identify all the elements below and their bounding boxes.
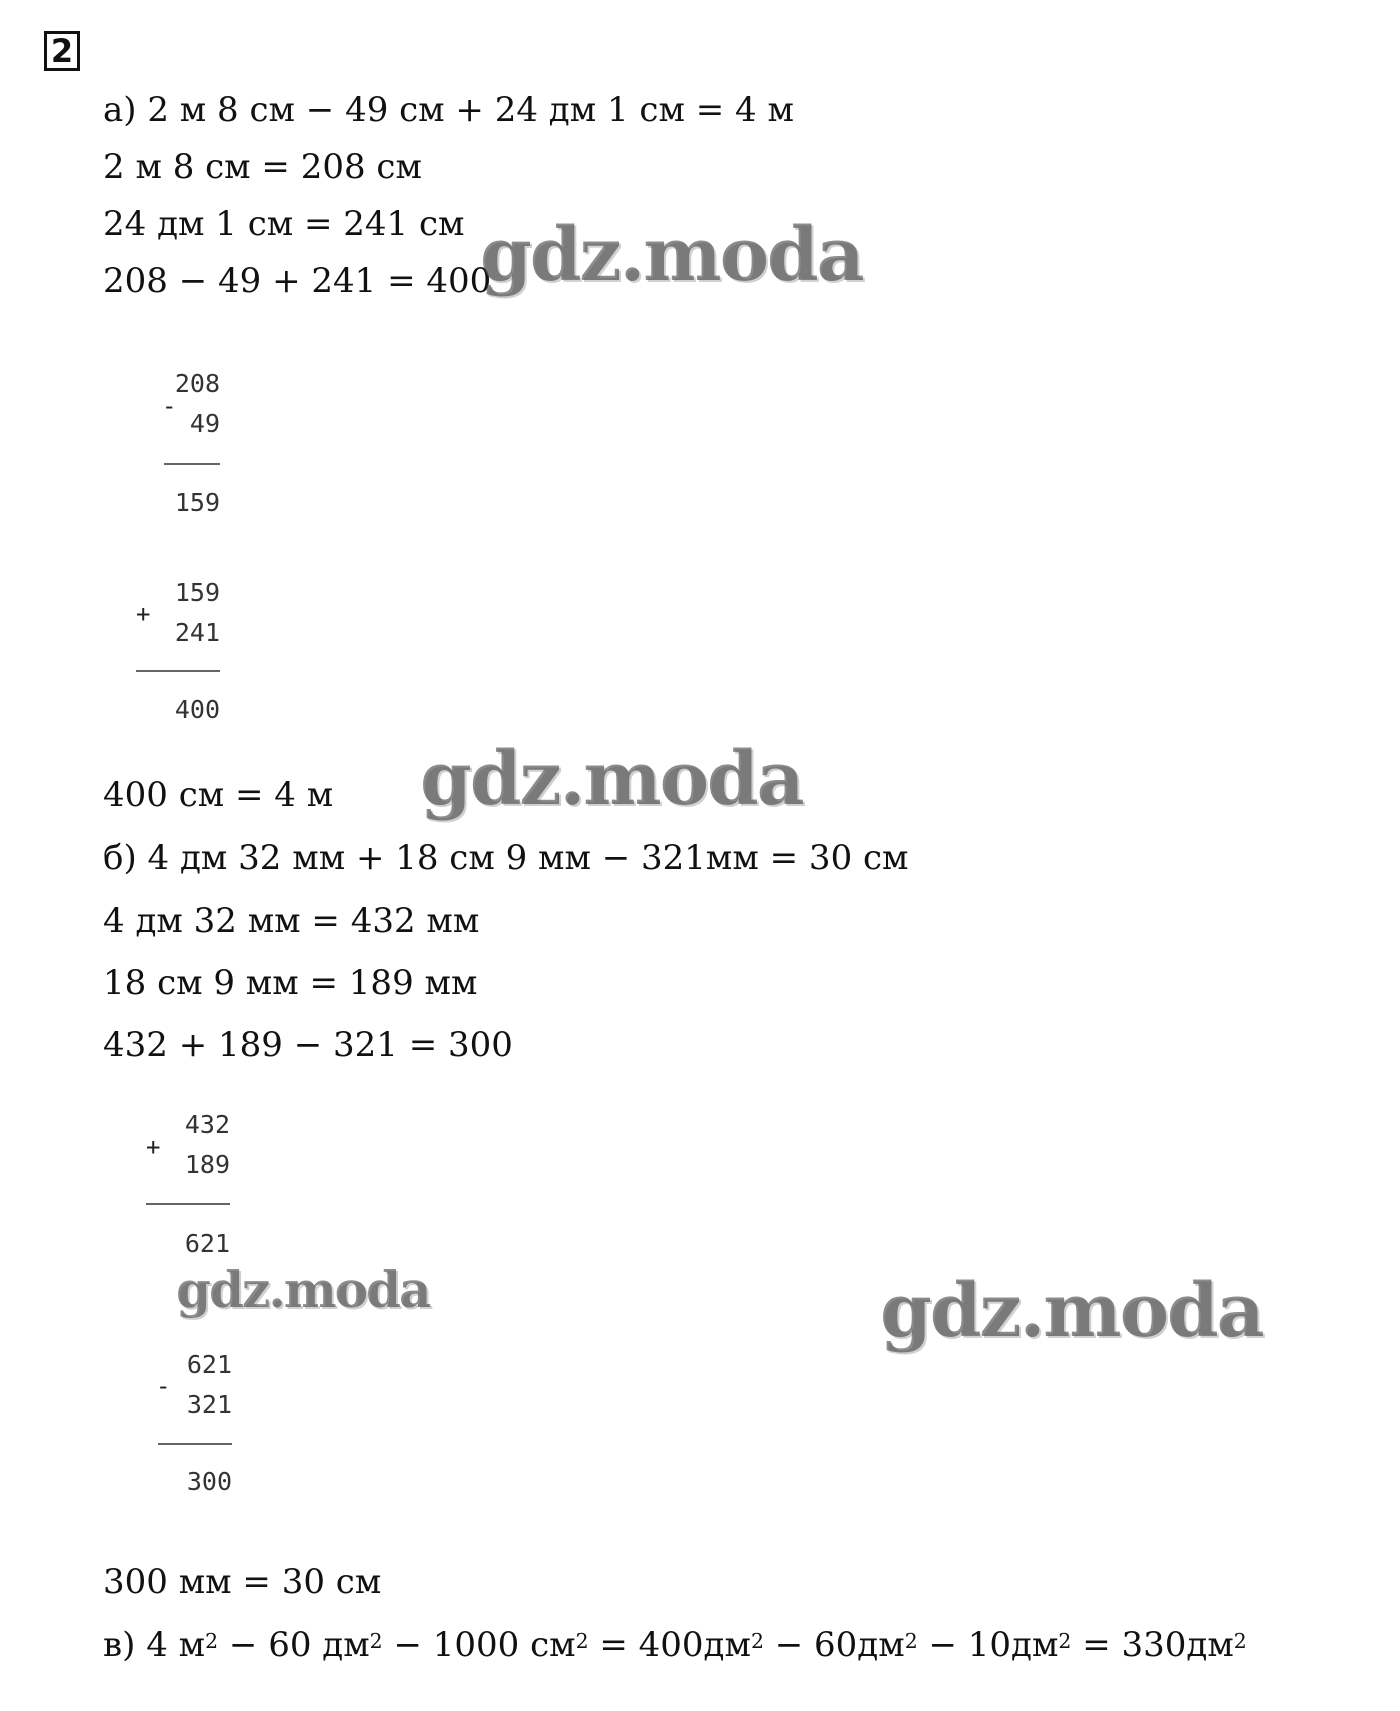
minus-sign: - xyxy=(162,392,177,420)
watermark-logo: gdz.moda xyxy=(480,212,863,298)
operand-top: 621 xyxy=(186,1350,232,1379)
operand-bottom: 321 xyxy=(186,1390,232,1419)
part-v-term: − 60дм xyxy=(763,1625,905,1665)
operand-bottom: 189 xyxy=(184,1150,230,1179)
plus-sign: + xyxy=(146,1133,161,1161)
part-a-conclusion: 400 см = 4 м xyxy=(103,775,334,815)
watermark-logo: gdz.moda xyxy=(176,1260,430,1319)
part-v-prefix: в) 4 м xyxy=(103,1625,206,1665)
part-v-term: = 400дм xyxy=(588,1625,751,1665)
column-result: 159 xyxy=(174,488,220,517)
part-b-equation: б) 4 дм 32 мм + 18 см 9 мм − 321мм = 30 см xyxy=(103,838,909,878)
exponent: 2 xyxy=(750,1629,764,1653)
column-bar xyxy=(136,670,220,672)
operand-bottom: 241 xyxy=(174,618,220,647)
part-b-expression: 432 + 189 − 321 = 300 xyxy=(103,1025,513,1065)
part-a-conversion-1: 2 м 8 см = 208 см xyxy=(103,147,422,187)
exponent: 2 xyxy=(1233,1629,1247,1653)
watermark-logo: gdz.moda xyxy=(880,1268,1263,1354)
operand-bottom: 49 xyxy=(189,409,220,438)
watermark-logo: gdz.moda xyxy=(420,736,803,822)
exponent: 2 xyxy=(1058,1629,1072,1653)
part-b-conversion-2: 18 см 9 мм = 189 мм xyxy=(103,963,478,1003)
plus-sign: + xyxy=(136,600,151,628)
part-v-term: = 330дм xyxy=(1071,1625,1234,1665)
column-bar xyxy=(146,1203,230,1205)
part-v-term: − 10дм xyxy=(917,1625,1059,1665)
part-v-equation xyxy=(103,1625,1247,1665)
part-v-term: − 60 дм xyxy=(218,1625,370,1665)
exponent: 2 xyxy=(904,1629,918,1653)
minus-sign: - xyxy=(156,1372,171,1400)
part-b-conclusion: 300 мм = 30 см xyxy=(103,1562,382,1602)
exponent: 2 xyxy=(575,1629,589,1653)
task-number-box: 2 xyxy=(44,31,80,71)
column-bar xyxy=(164,463,220,465)
column-bar xyxy=(158,1443,232,1445)
part-b-conversion-1: 4 дм 32 мм = 432 мм xyxy=(103,901,480,941)
part-a-conversion-2: 24 дм 1 см = 241 см xyxy=(103,204,465,244)
part-a-equation: а) 2 м 8 см − 49 см + 24 дм 1 см = 4 м xyxy=(103,90,794,130)
operand-top: 159 xyxy=(174,578,220,607)
column-result: 621 xyxy=(184,1229,230,1258)
operand-top: 432 xyxy=(184,1110,230,1139)
column-result: 400 xyxy=(174,695,220,724)
operand-top: 208 xyxy=(174,369,220,398)
part-v-term: − 1000 см xyxy=(382,1625,576,1665)
column-result: 300 xyxy=(186,1467,232,1496)
exponent: 2 xyxy=(369,1629,383,1653)
part-a-expression: 208 − 49 + 241 = 400 xyxy=(103,261,492,301)
exponent: 2 xyxy=(205,1629,219,1653)
